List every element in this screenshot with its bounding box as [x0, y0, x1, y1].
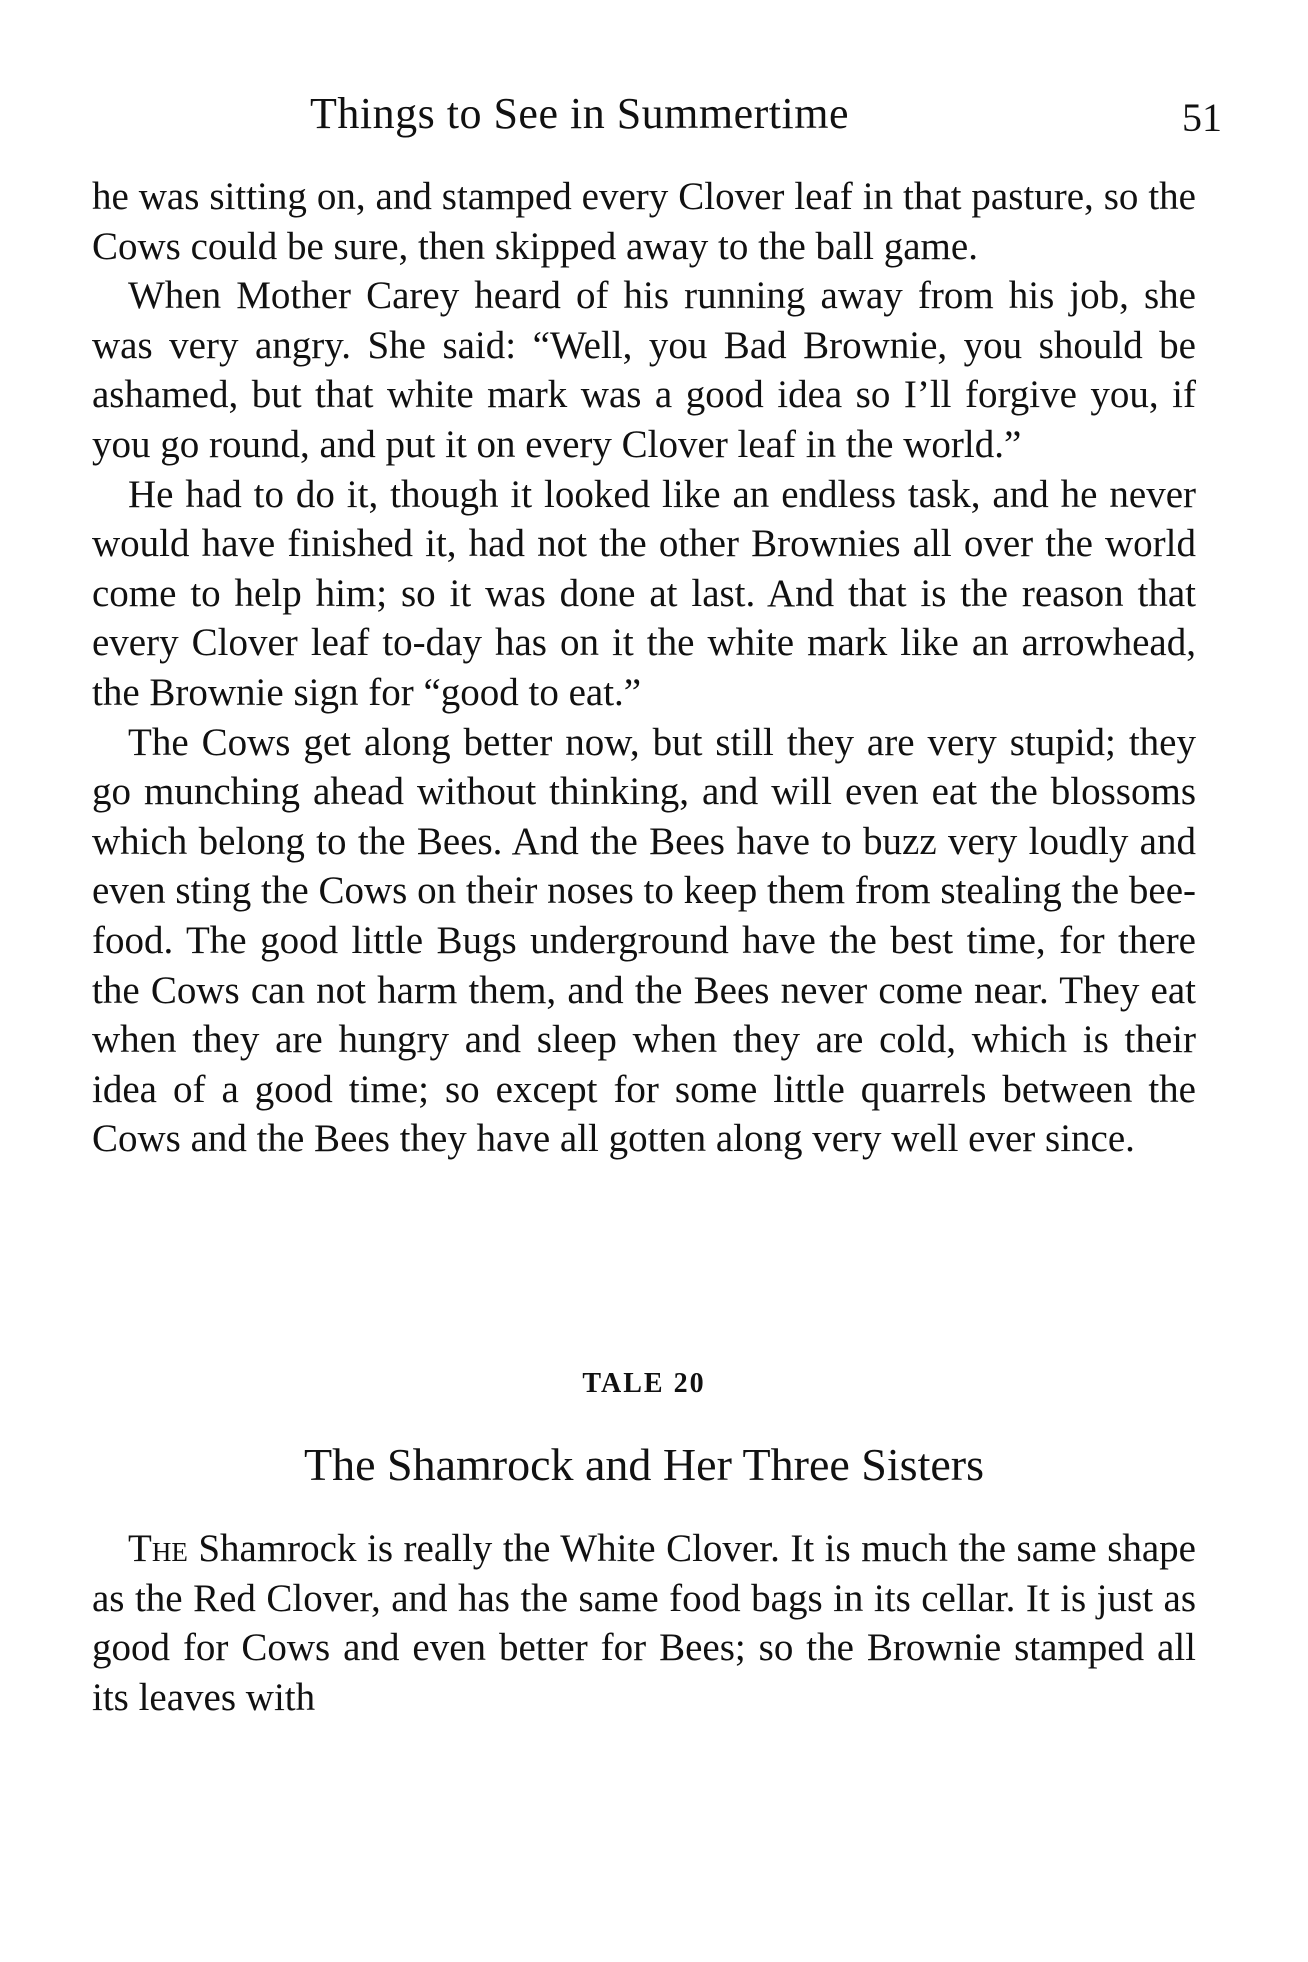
- running-title: Things to See in Summertime: [310, 89, 850, 138]
- page-number: 51: [1182, 95, 1222, 140]
- paragraph: He had to do it, though it looked like an endless task, and he never would have finished it, had not the other Brownies all over the world come to help him; so it was done at last. And that is the reason that every Clover leaf to-day has on it the white mark like an arrowhead, the Brownie sign for “good to eat.”: [92, 472, 1196, 714]
- body-text: [92, 172, 1196, 1164]
- paragraph: The Cows get along better now, but still they are very stupid; they go munching ahead without thinking, and will even eat the blossoms which belong to the Bees. And the Bees have to buzz very loudly and even sting the Cows on their noses to keep them from stealing the bee-food. The good little Bugs underground have the best time, for there the Cows can not harm them, and the Bees never come near. They eat when they are hungry and sleep when they are cold, which is their idea of a good time; so except for some little quarrels between the Cows and the Bees they have all gotten along very well ever since.: [92, 720, 1196, 1161]
- tale-title: The Shamrock and Her Three Sisters: [303, 1439, 984, 1490]
- tale-paragraph: [92, 1524, 1196, 1722]
- paragraph: he was sitting on, and stamped every Clover leaf in that pasture, so the Cows could be sure, then skipped away to the ball game.: [92, 175, 1196, 268]
- tale-label: TALE 20: [582, 1368, 706, 1399]
- tale-text: [92, 1524, 1196, 1722]
- tale-paragraph-text: Shamrock is really the White Clover. It is much the same shape as the Red Clover, and has the same food bags in its cellar. It is just as good for Cows and even better for Bees; so the Brownie stamped all its leaves with: [92, 1527, 1196, 1719]
- running-head: [92, 88, 1222, 148]
- paragraph: When Mother Carey heard of his running away from his job, she was very angry. She said: “Well, you Bad Brownie, you should be ashamed, but that white mark was a good idea so I’ll forgive you, if you go round, and put it on every Clover leaf in the world.”: [92, 274, 1196, 466]
- opening-word: The: [128, 1527, 188, 1570]
